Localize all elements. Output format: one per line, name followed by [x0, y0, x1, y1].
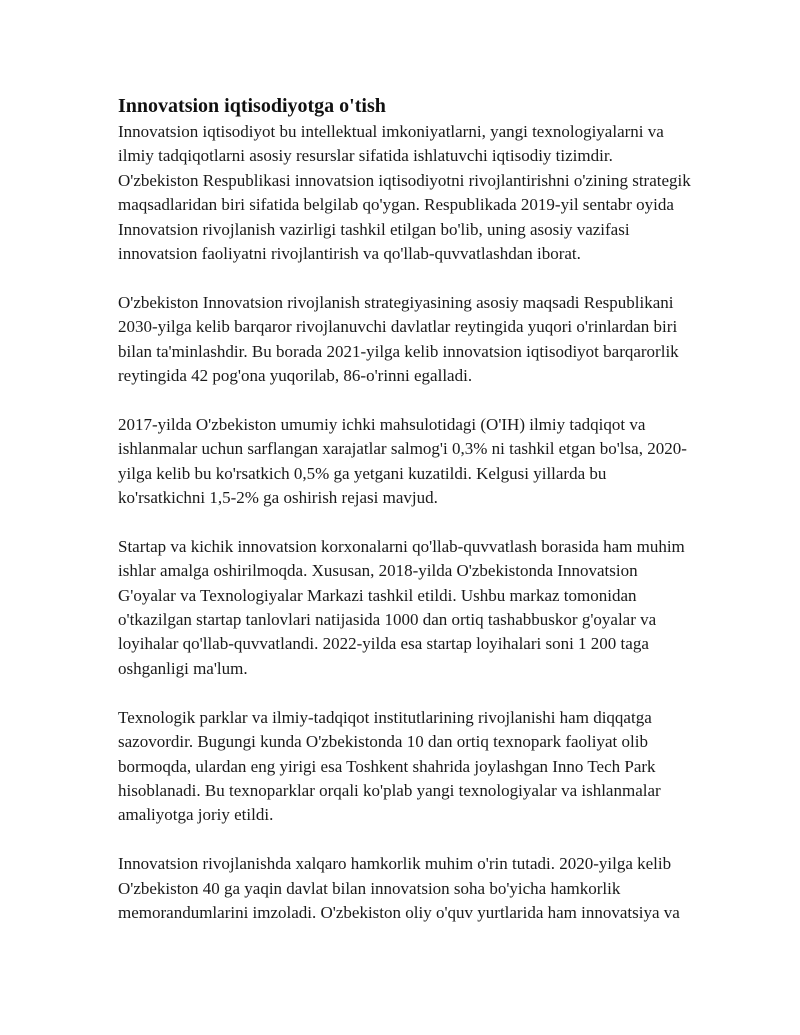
paragraph-line: Startap va kichik innovatsion korxonalarni qo'llab-quvvatlash borasida ham muhim: [118, 536, 685, 556]
paragraph-line: oshganligi ma'lum.: [118, 658, 248, 678]
paragraph-line: bilan ta'minlashdir. Bu borada 2021-yilga kelib innovatsion iqtisodiyot barqarorlik: [118, 341, 679, 361]
paragraph-line: ilmiy tadqiqotlarni asosiy resurslar sifatida ishlatuvchi iqtisodiy tizimdir.: [118, 146, 613, 166]
paragraph-line: amaliyotga joriy etildi.: [118, 805, 274, 825]
paragraph-line: G'oyalar va Texnologiyalar Markazi tashkil etildi. Ushbu markaz tomonidan: [118, 585, 637, 605]
paragraph-line: O'zbekiston 40 ga yaqin davlat bilan innovatsion soha bo'yicha hamkorlik: [118, 878, 621, 898]
paragraph-line: O'zbekiston Innovatsion rivojlanish strategiyasining asosiy maqsadi Respublikani: [118, 292, 674, 312]
paragraph-line: reytingida 42 pog'ona yuqorilab, 86-o'rinni egalladi.: [118, 366, 473, 386]
paragraph-line: 2030-yilga kelib barqaror rivojlanuvchi davlatlar reytingida yuqori o'rinlardan biri: [118, 317, 678, 337]
paragraph-4: [118, 535, 748, 681]
paragraph-line: ishlar amalga oshirilmoqda. Xususan, 2018-yilda O'zbekistonda Innovatsion: [118, 561, 638, 581]
paragraph-line: o'tkazilgan startap tanlovlari natijasida 1000 dan ortiq tashabbuskor g'oyalar va: [118, 610, 657, 630]
document-title: Innovatsion iqtisodiyotga o'tish: [118, 95, 386, 117]
paragraph-line: sazovordir. Bugungi kunda O'zbekistonda 10 dan ortiq texnopark faoliyat olib: [118, 732, 648, 752]
paragraph-line: O'zbekiston Respublikasi innovatsion iqtisodiyotni rivojlantirishni o'zining strategik: [118, 170, 691, 190]
paragraph-line: innovatsion faoliyatni rivojlantirish va qo'llab-quvvatlashdan iborat.: [118, 244, 581, 264]
paragraph-line: yilga kelib bu ko'rsatkich 0,5% ga yetgani kuzatildi. Kelgusi yillarda bu: [118, 463, 607, 483]
paragraph-line: Texnologik parklar va ilmiy-tadqiqot institutlarining rivojlanishi ham diqqatga: [118, 707, 652, 727]
paragraph-2: [118, 291, 748, 389]
document-page: [118, 93, 748, 950]
paragraph-line: Innovatsion rivojlanishda xalqaro hamkorlik muhim o'rin tutadi. 2020-yilga kelib: [118, 854, 672, 874]
paragraph-line: Innovatsion iqtisodiyot bu intellektual imkoniyatlarni, yangi texnologiyalarni va: [118, 122, 664, 141]
paragraph-line: Innovatsion rivojlanish vazirligi tashkil etilgan bo'lib, uning asosiy vazifasi: [118, 219, 630, 239]
paragraph-1: [118, 120, 748, 266]
paragraph-line: hisoblanadi. Bu texnoparklar orqali ko'plab yangi texnologiyalar va ishlanmalar: [118, 780, 661, 800]
paragraph-3: [118, 413, 748, 511]
paragraph-line: maqsadlaridan biri sifatida belgilab qo'ygan. Respublikada 2019-yil sentabr oyida: [118, 195, 674, 215]
paragraph-6: [118, 852, 748, 925]
paragraph-line: bormoqda, ulardan eng yirigi esa Toshkent shahrida joylashgan Inno Tech Park: [118, 756, 656, 776]
paragraph-line: 2017-yilda O'zbekiston umumiy ichki mahsulotidagi (O'IH) ilmiy tadqiqot va: [118, 414, 646, 434]
paragraph-line: loyihalar qo'llab-quvvatlandi. 2022-yilda esa startap loyihalari soni 1 200 taga: [118, 634, 649, 654]
paragraph-line: ko'rsatkichni 1,5-2% ga oshirish rejasi mavjud.: [118, 488, 438, 508]
paragraph-line: memorandumlarini imzoladi. O'zbekiston oliy o'quv yurtlarida ham innovatsiya va: [118, 902, 680, 922]
paragraph-5: [118, 706, 748, 828]
paragraph-line: ishlanmalar uchun sarflangan xarajatlar salmog'i 0,3% ni tashkil etgan bo'lsa, 2020-: [118, 439, 687, 459]
